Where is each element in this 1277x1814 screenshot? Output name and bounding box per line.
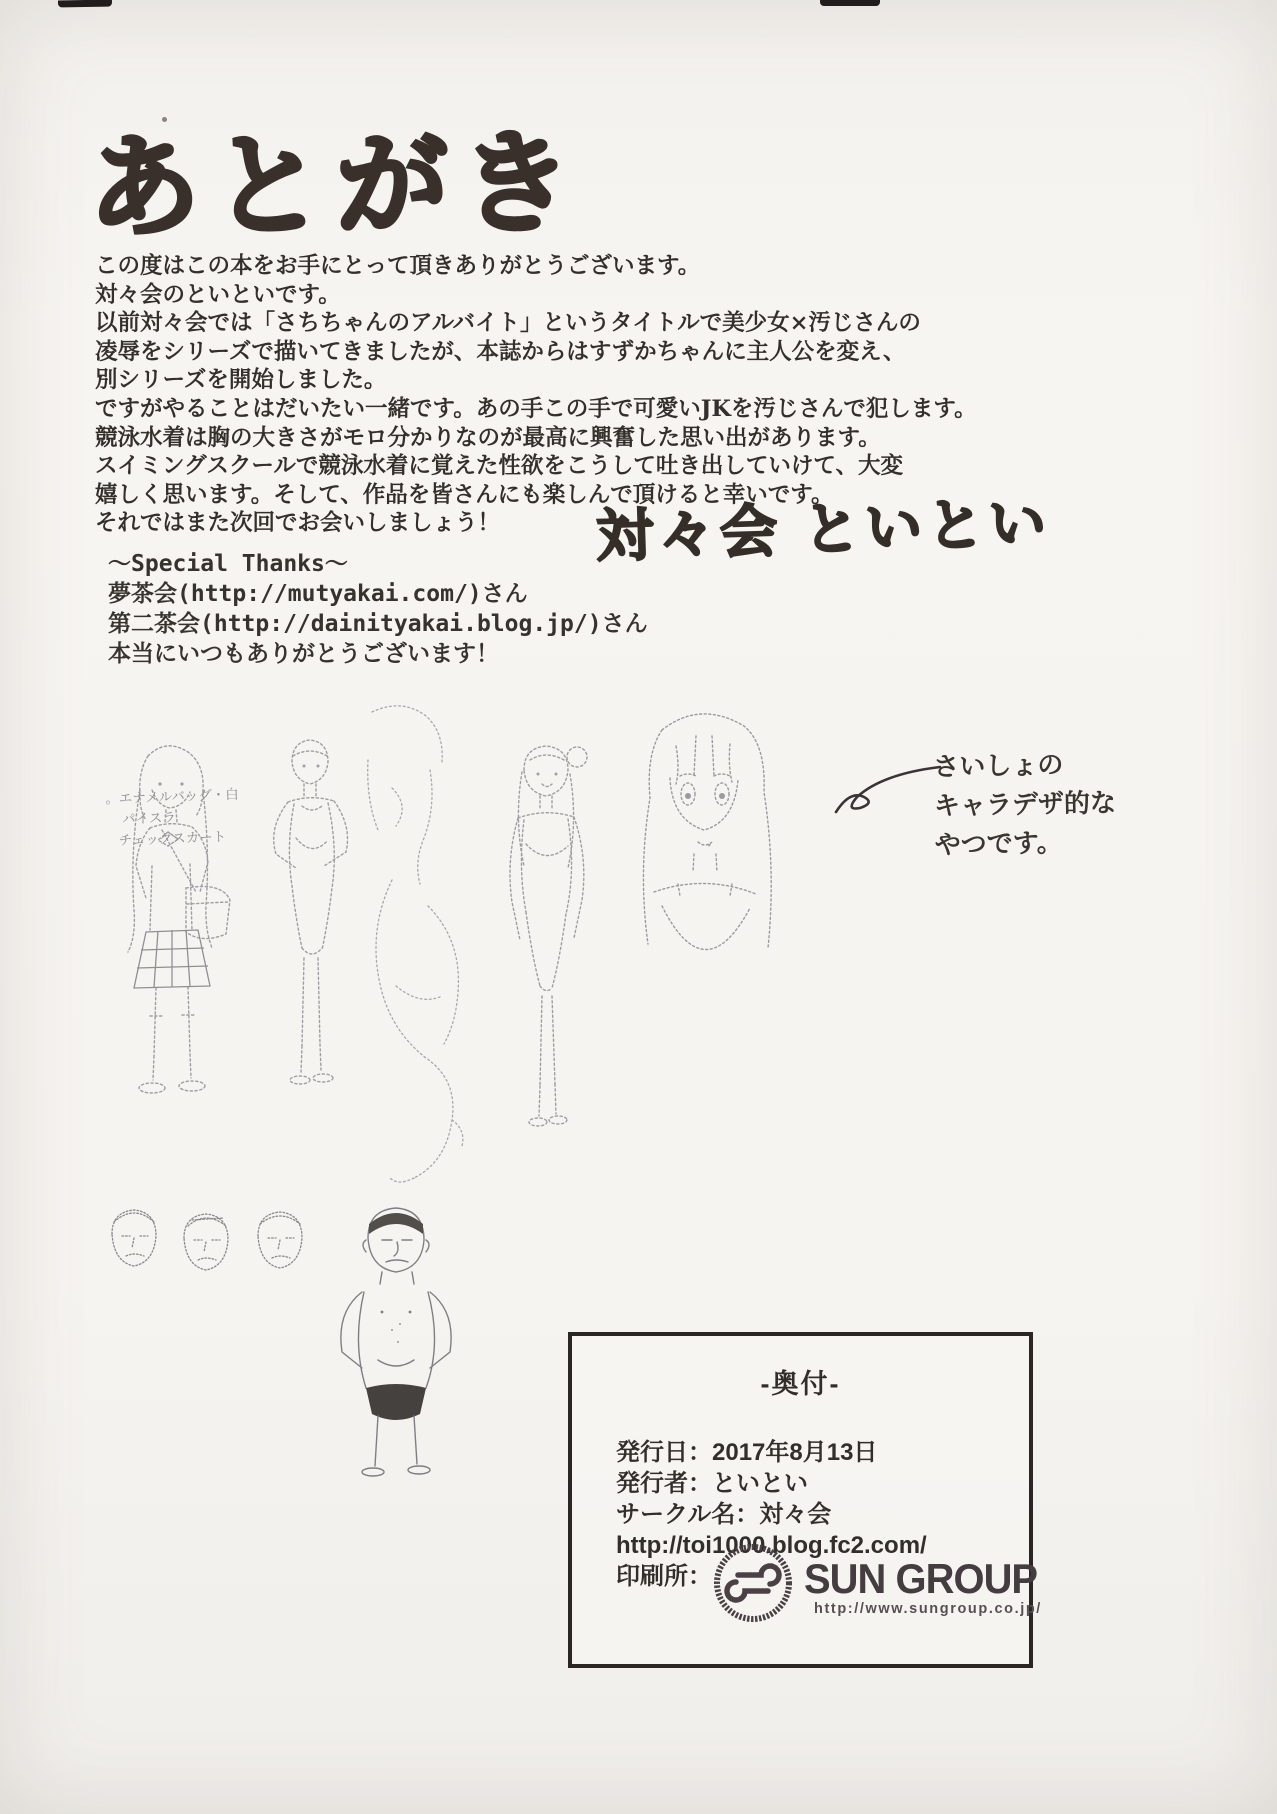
sketch-annotation: 。エナメルバッグ・白 xyxy=(105,786,240,807)
special-thanks-heading: ～Special Thanks～ xyxy=(108,551,348,577)
printer-url: http://www.sungroup.co.jp/ xyxy=(814,1601,1042,1617)
special-thanks-line: 夢茶会(http://mutyakai.com/)さん xyxy=(108,581,528,607)
printer-name: SUN GROUP xyxy=(804,1555,1038,1602)
colophon-box xyxy=(568,1332,1042,1668)
sketch-note-line: さいしょの xyxy=(933,749,1064,782)
colophon-line: 発行者：といとい xyxy=(616,1470,808,1497)
special-thanks-line: 第二茶会(http://dainityakai.blog.jp/)さん xyxy=(108,611,648,637)
colophon-line: 発行日：2017年8月13日 xyxy=(616,1439,878,1466)
sun-group-logo xyxy=(712,1542,1049,1624)
author-signature: 対々会 といとい xyxy=(595,490,1052,570)
body-line: スイミングスクールで競泳水着に覚えた性欲をこうして吐き出していけて、大変 xyxy=(95,453,903,480)
body-line: 競泳水着は胸の大きさがモロ分かりなのが最高に興奮した思い出があります。 xyxy=(95,424,881,451)
body-line: 凌辱をシリーズで描いてきましたが、本誌からはすずかちゃんに主人公を変え、 xyxy=(95,338,906,365)
body-line: 別シリーズを開始しました。 xyxy=(95,367,387,394)
printer-text xyxy=(804,1555,1049,1617)
colophon-title: -奥付- xyxy=(760,1369,841,1399)
sketch-annotations xyxy=(105,784,241,852)
scan-artifact xyxy=(58,0,112,7)
scan-artifact xyxy=(820,0,880,6)
body-line: 対々会のといといです。 xyxy=(95,281,341,308)
body-line: この度はこの本をお手にとって頂きありがとうございます。 xyxy=(95,253,701,279)
body-line: 以前対々会では「さちちゃんのアルバイト」というタイトルで美少女×汚じさんの xyxy=(95,310,921,337)
colophon-line: サークル名：対々会 xyxy=(616,1501,832,1528)
colophon-line: 印刷所： xyxy=(616,1563,712,1590)
colophon-line: http://toi1000.blog.fc2.com/ xyxy=(616,1532,927,1559)
sketch-note-line: やつです。 xyxy=(934,827,1063,860)
body-line: それではまた次回でお会いしましょう！ xyxy=(95,510,501,537)
page-title: あとがき xyxy=(87,120,585,251)
body-line: 嬉しく思います。そして、作品を皆さんにも楽しんで頂けると幸いです。 xyxy=(95,481,834,508)
special-thanks xyxy=(108,549,648,669)
sketch-note xyxy=(933,744,1117,864)
sun-group-stamp-icon xyxy=(712,1542,794,1624)
special-thanks-line: 本当にいつもありがとうございます！ xyxy=(108,641,499,667)
sketch-annotation: パイスラ xyxy=(121,809,177,827)
sketch-note-line: キャラデザ的な xyxy=(933,787,1117,821)
sketch-annotation: チェックスカート xyxy=(118,829,227,848)
body-line: ですがやることはだいたい一緒です。あの手この手で可愛いJKを汚じさんで犯します。 xyxy=(95,395,977,422)
